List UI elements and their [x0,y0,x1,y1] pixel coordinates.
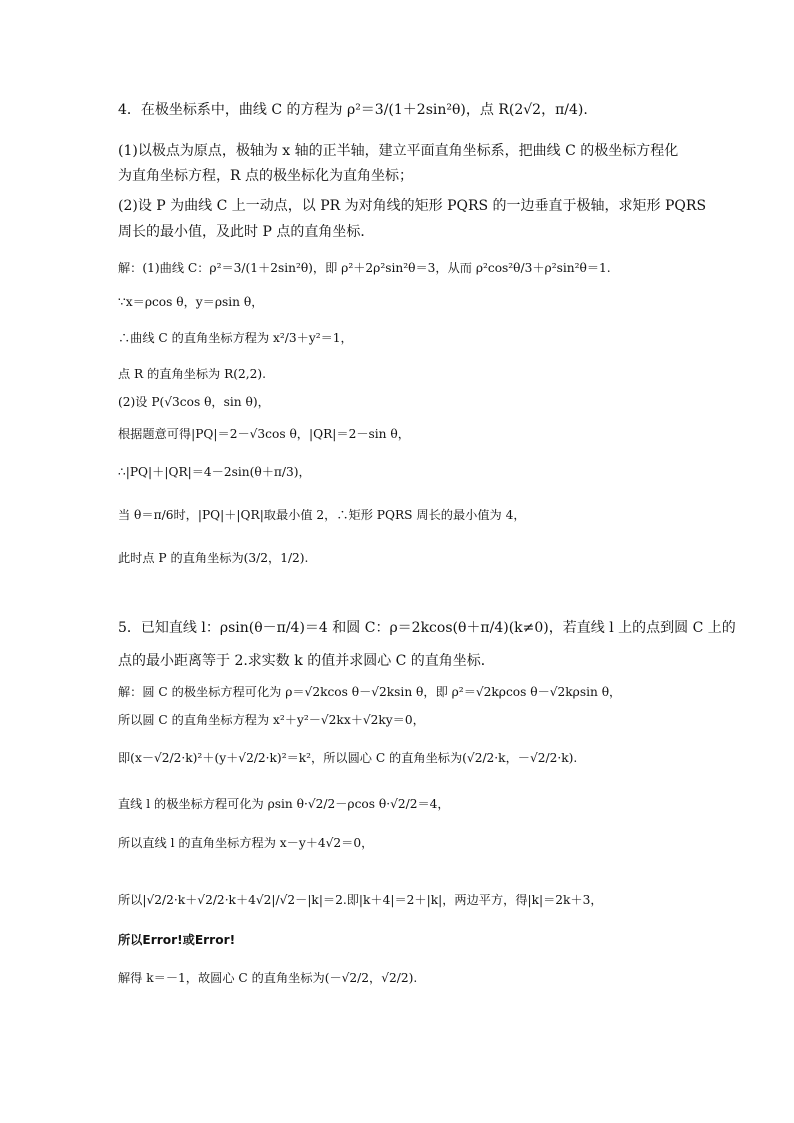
problem-4-solution-line-9: 此时点 P 的直角坐标为(3/2，1/2). [118,551,309,565]
problem-5-solution-line-4: 直线 l 的极坐标方程可化为 ρsin θ·√2/2－ρcos θ·√2/2＝4， [118,797,450,811]
problem-4-solution-line-3: ∴曲线 C 的直角坐标方程为 x²/3＋y²＝1， [118,331,353,345]
problem-4-line-4: (2)设 P 为曲线 C 上一动点，以 PR 为对角线的矩形 PQRS 的一边垂直于极轴，求矩形 PQRS [118,198,707,214]
problem-4-solution-line-4: 点 R 的直角坐标为 R(2,2). [118,367,267,381]
problem-5-solution-line-2: 所以圆 C 的直角坐标方程为 x²＋y²－√2kx＋√2ky＝0， [118,713,425,727]
problem-5-solution-line-7: 所以Error!或Error! [118,933,236,947]
problem-4-line-1: 4．在极坐标系中，曲线 C 的方程为 ρ²＝3/(1＋2sin²θ)，点 R(2√2，π/4). [118,102,588,118]
problem-4-line-5: 周长的最小值，及此时 P 点的直角坐标． [118,224,375,240]
problem-5-line-2: 点的最小距离等于 2.求实数 k 的值并求圆心 C 的直角坐标． [118,653,495,669]
problem-4-line-2: (1)以极点为原点，极轴为 x 轴的正半轴，建立平面直角坐标系，把曲线 C 的极坐标方程化 [118,143,679,159]
problem-5-solution-line-8: 解得 k＝－1，故圆心 C 的直角坐标为(－√2/2，√2/2). [118,971,418,985]
problem-4-solution-line-6: 根据题意可得|PQ|＝2－√3cos θ，|QR|＝2－sin θ， [118,427,410,441]
problem-4-solution-line-2: ∵x＝ρcos θ，y＝ρsin θ， [118,295,264,309]
problem-4-solution-line-5: (2)设 P(√3cos θ，sin θ)， [118,395,270,409]
problem-5-line-1: 5．已知直线 l：ρsin(θ－π/4)＝4 和圆 C：ρ＝2kcos(θ＋π/4)(k≠0)，若直线 l 上的点到圆 C 上的 [118,620,736,636]
problem-5-solution-line-3: 即(x－√2/2·k)²＋(y＋√2/2·k)²＝k²，所以圆心 C 的直角坐标为(√2/2·k，－√2/2·k). [118,751,578,765]
problem-5-solution-line-5: 所以直线 l 的直角坐标方程为 x－y＋4√2＝0， [118,836,374,850]
problem-4-line-3: 为直角坐标方程，R 点的极坐标化为直角坐标； [118,168,413,184]
problem-5-solution-line-1: 解：圆 C 的极坐标方程可化为 ρ＝√2kcos θ－√2ksin θ，即 ρ²＝√2kρcos θ－√2kρsin θ， [118,685,622,699]
problem-4-solution-line-1: 解：(1)曲线 C：ρ²＝3/(1＋2sin²θ)，即 ρ²＋2ρ²sin²θ＝3，从而 ρ²cos²θ/3＋ρ²sin²θ＝1. [118,261,611,275]
problem-4-solution-line-7: ∴|PQ|＋|QR|＝4－2sin(θ＋π/3)， [118,465,311,479]
problem-4-solution-line-8: 当 θ＝π/6时，|PQ|＋|QR|取最小值 2，∴矩形 PQRS 周长的最小值为 4， [118,508,526,522]
problem-5-solution-line-6: 所以|√2/2·k＋√2/2·k＋4√2|/√2－|k|＝2.即|k＋4|＝2＋|k|，两边平方，得|k|＝2k＋3， [118,893,603,907]
